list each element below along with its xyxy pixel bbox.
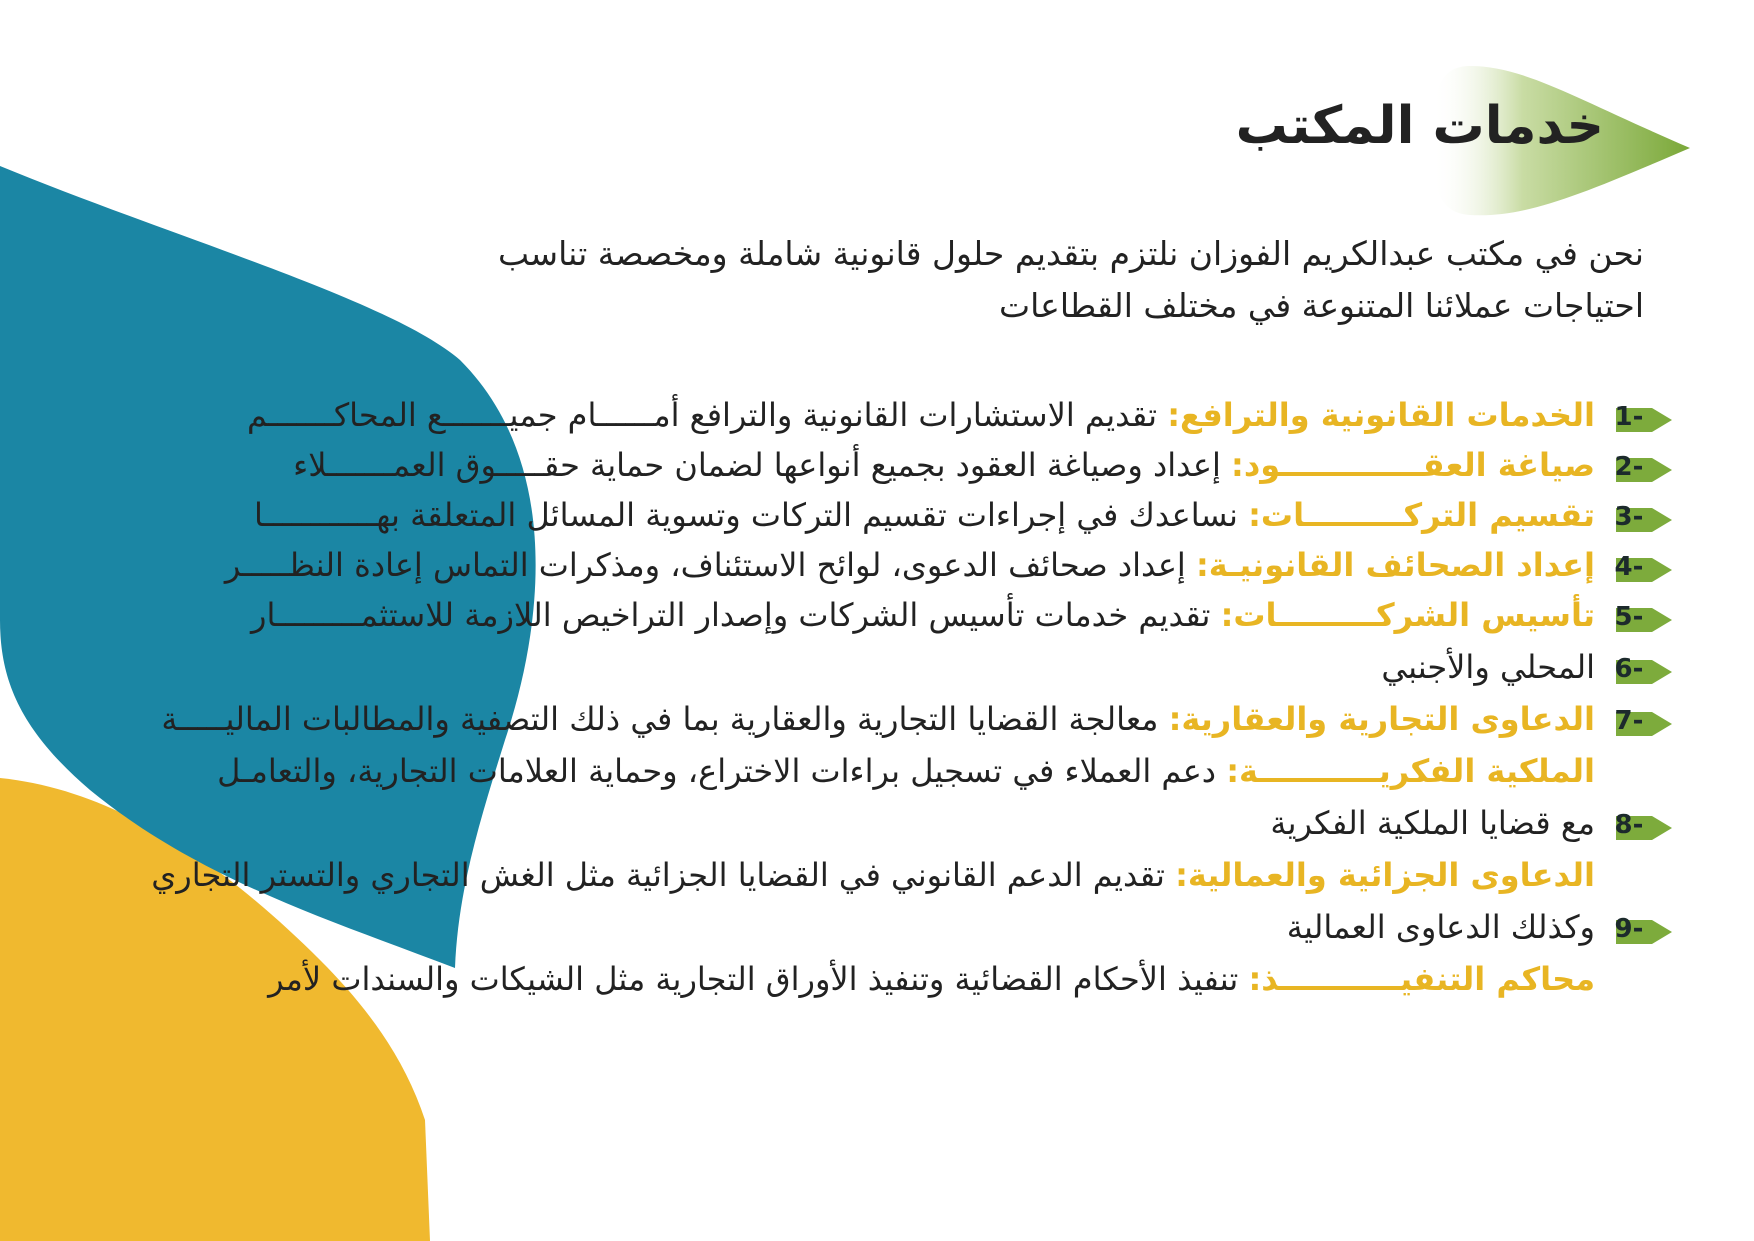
bullet-number: 9- (1608, 912, 1678, 952)
service-line (90, 540, 1595, 590)
service-line (90, 850, 1595, 900)
intro-paragraph (444, 228, 1644, 332)
service-term: محاكم التنفيـــــــــــذ: (1248, 960, 1595, 998)
intro-line: نحن في مكتب عبدالكريم الفوزان نلتزم بتقديم حلول قانونية شاملة ومخصصة تناسب (498, 234, 1644, 273)
service-term: الدعاوى الجزائية والعمالية: (1175, 856, 1595, 894)
bullet-number: 3- (1608, 500, 1678, 540)
service-term: الدعاوى التجارية والعقارية: (1168, 700, 1595, 738)
service-line (90, 798, 1595, 848)
service-term: تأسيس الشركـــــــــات: (1220, 596, 1595, 634)
service-line (90, 902, 1595, 952)
bullet-number: 6- (1608, 652, 1678, 692)
service-text: نساعدك في إجراءات تقسيم التركات وتسوية المسائل المتعلقة بهــــــــــــا (254, 496, 1249, 534)
page-title: خدمات المكتب (1235, 96, 1604, 156)
service-text: المحلي والأجنبي (1381, 648, 1595, 686)
service-term: تقسيم التركـــــــــات: (1248, 496, 1595, 534)
service-text: وكذلك الدعاوى العمالية (1286, 908, 1595, 946)
service-line (90, 440, 1595, 490)
bullet-number: 7- (1608, 704, 1678, 744)
service-text: تنفيذ الأحكام القضائية وتنفيذ الأوراق التجارية مثل الشيكات والسندات لأمر (268, 960, 1249, 998)
service-text: إعداد وصياغة العقود بجميع أنواعها لضمان حماية حقـــــوق العمـــــــلاء (293, 446, 1232, 484)
service-text: تقديم الدعم القانوني في القضايا الجزائية مثل الغش التجاري والتستر التجاري (151, 856, 1176, 894)
service-line (90, 642, 1595, 692)
bullet-number: 2- (1608, 450, 1678, 490)
service-line (90, 954, 1595, 1004)
service-text: تقديم الاستشارات القانونية والترافع أمــــــام جميـــــــع المحاكـــــــم (247, 396, 1168, 434)
service-term: صياغة العقـــــــــــــود: (1231, 446, 1595, 484)
service-line (90, 746, 1595, 796)
intro-line: احتياجات عملائنا المتنوعة في مختلف القطاعات (999, 286, 1644, 325)
service-line (90, 590, 1595, 640)
service-term: الملكية الفكريـــــــــــة: (1226, 752, 1595, 790)
bullet-number: 8- (1608, 808, 1678, 848)
service-line (90, 490, 1595, 540)
service-text: تقديم خدمات تأسيس الشركات وإصدار التراخيص اللازمة للاستثمـــــــــار (250, 596, 1221, 634)
service-text: إعداد صحائف الدعوى، لوائح الاستئناف، ومذكرات التماس إعادة النظـــــر (224, 546, 1196, 584)
service-line (90, 694, 1595, 744)
service-term: إعداد الصحائف القانونيـة: (1195, 546, 1595, 584)
service-text: دعم العملاء في تسجيل براءات الاختراع، وحماية العلامات التجارية، والتعامـل (217, 752, 1227, 790)
service-text: معالجة القضايا التجارية والعقارية بما في ذلك التصفية والمطالبات الماليـــــة (161, 700, 1169, 738)
service-text: مع قضايا الملكية الفكرية (1270, 804, 1595, 842)
bullet-number: 4- (1608, 550, 1678, 590)
bullet-number: 1- (1608, 400, 1678, 440)
service-term: الخدمات القانونية والترافع: (1167, 396, 1595, 434)
service-line (90, 390, 1595, 440)
bullet-number: 5- (1608, 600, 1678, 640)
